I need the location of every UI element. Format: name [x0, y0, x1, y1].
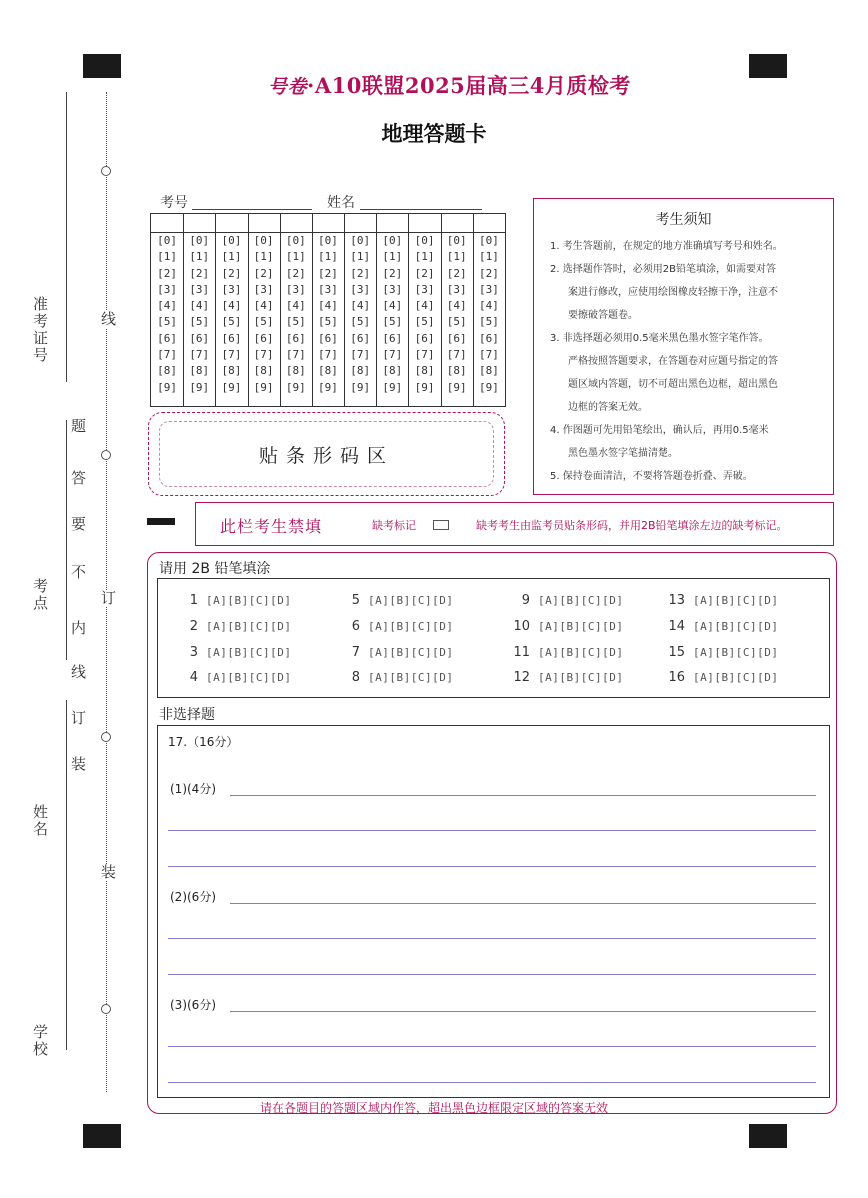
xian-label: 线 — [99, 311, 117, 328]
digit-bubble[interactable]: [7] — [221, 348, 242, 362]
digit-bubble[interactable]: [1] — [285, 250, 306, 264]
binding-hole — [101, 732, 111, 742]
digit-bubble[interactable]: [6] — [350, 331, 371, 345]
mc-question-number: 5 — [351, 593, 360, 608]
exam-site-label: 考点 — [31, 578, 49, 612]
digit-bubble[interactable]: [8] — [285, 364, 306, 378]
digit-bubble[interactable]: [9] — [318, 380, 338, 394]
mc-section-label: 请用 2B 铅笔填涂 — [159, 561, 271, 577]
mc-question-number: 8 — [351, 670, 360, 685]
exam-no-digit-column — [183, 214, 216, 406]
digit-bubble[interactable]: [3] — [253, 282, 274, 296]
digit-bubble[interactable]: [7] — [157, 348, 178, 362]
warning-char: 内 — [69, 620, 87, 637]
instruction-line: 1. 考生答题前，在规定的地方准确填写考号和姓名。 — [550, 241, 783, 252]
warning-char: 订 — [69, 710, 87, 727]
mc-question-number: 2 — [189, 619, 198, 634]
digit-bubble[interactable]: [4] — [414, 299, 435, 313]
digit-bubble[interactable]: [4] — [318, 299, 338, 313]
digit-write-cell[interactable] — [344, 214, 376, 233]
digit-bubble[interactable]: [1] — [382, 250, 403, 264]
digit-bubble[interactable]: [5] — [189, 315, 210, 329]
mc-question-item[interactable] — [176, 670, 291, 685]
digit-bubble[interactable]: [5] — [157, 315, 178, 329]
instruction-line: 案进行修改，应使用绘图橡皮轻擦干净，注意不 — [568, 287, 778, 298]
site-line — [66, 420, 67, 660]
mc-option-bubbles[interactable]: [A][B][C][D] — [693, 594, 779, 607]
digit-bubble[interactable]: [7] — [478, 348, 499, 362]
mc-question-number: 6 — [351, 619, 360, 634]
mc-question-number: 14 — [668, 619, 685, 634]
part-2-label: (2)(6分) — [170, 890, 216, 904]
mc-question-number: 13 — [668, 593, 685, 608]
mc-question-item[interactable] — [338, 619, 453, 634]
digit-bubble[interactable]: [1] — [189, 250, 210, 264]
binding-hole — [101, 1004, 111, 1014]
warning-char: 答 — [69, 470, 87, 487]
digit-write-cell[interactable] — [408, 214, 440, 233]
mc-answer-box — [157, 578, 830, 698]
alignment-marker — [749, 1124, 787, 1148]
digit-bubble[interactable]: [3] — [446, 282, 467, 296]
non-choice-answer-box — [157, 725, 830, 1098]
mc-option-bubbles[interactable]: [A][B][C][D] — [368, 671, 454, 684]
name-label: 姓名 — [31, 804, 49, 838]
digit-write-cell[interactable] — [441, 214, 473, 233]
digit-bubble[interactable]: [8] — [157, 364, 178, 378]
instruction-line: 2. 选择题作答时，必须用2B铅笔填涂，如需要对答 — [550, 264, 776, 275]
digit-write-cell[interactable] — [312, 214, 344, 233]
barcode-label: 贴条形码区 — [159, 421, 494, 487]
digit-bubble[interactable]: [9] — [285, 380, 306, 394]
digit-bubble[interactable]: [1] — [157, 250, 178, 264]
digit-bubble[interactable]: [2] — [285, 266, 306, 280]
digit-bubble[interactable]: [9] — [382, 380, 403, 394]
mc-question-item[interactable] — [176, 645, 291, 660]
warning-char: 不 — [69, 564, 87, 581]
mc-question-item[interactable] — [508, 670, 623, 685]
exam-no-digit-column — [376, 214, 409, 406]
digit-bubble[interactable]: [3] — [318, 282, 338, 296]
digit-bubble[interactable]: [8] — [382, 364, 403, 378]
digit-bubble[interactable]: [0] — [414, 234, 435, 247]
digit-write-cell[interactable] — [473, 214, 505, 233]
mc-option-bubbles[interactable]: [A][B][C][D] — [538, 671, 624, 684]
exam-no-digit-column — [441, 214, 474, 406]
digit-bubble[interactable]: [1] — [253, 250, 274, 264]
digit-bubble[interactable]: [9] — [414, 380, 435, 394]
mc-option-bubbles[interactable]: [A][B][C][D] — [693, 646, 779, 659]
digit-bubble[interactable]: [9] — [478, 380, 499, 394]
digit-bubble[interactable]: [5] — [221, 315, 242, 329]
digit-bubble[interactable]: [8] — [446, 364, 467, 378]
mc-question-item[interactable] — [663, 593, 778, 608]
non-choice-section-label: 非选择题 — [159, 707, 215, 723]
warning-char: 装 — [69, 756, 87, 773]
instruction-line: 黑色墨水签字笔描清楚。 — [568, 448, 678, 459]
digit-bubble[interactable]: [5] — [414, 315, 435, 329]
instruction-line: 要擦破答题卷。 — [568, 310, 638, 321]
name-line — [66, 700, 67, 1050]
digit-bubble[interactable]: [0] — [189, 234, 210, 247]
digit-bubble[interactable]: [0] — [221, 234, 242, 247]
digit-bubble[interactable]: [8] — [253, 364, 274, 378]
exam-no-bubble-grid — [150, 213, 506, 407]
answer-line[interactable] — [230, 795, 816, 796]
mc-question-item[interactable] — [663, 645, 778, 660]
answer-line[interactable] — [230, 903, 816, 904]
digit-bubble[interactable]: [2] — [253, 266, 274, 280]
mc-question-number: 3 — [189, 645, 198, 660]
digit-bubble[interactable]: [2] — [350, 266, 371, 280]
school-label: 学校 — [31, 1024, 49, 1058]
digit-bubble[interactable]: [5] — [350, 315, 371, 329]
digit-bubble[interactable]: [1] — [446, 250, 467, 264]
digit-write-cell[interactable] — [376, 214, 408, 233]
mc-question-item[interactable] — [176, 619, 291, 634]
answer-line[interactable] — [168, 830, 816, 831]
part-1-label: (1)(4分) — [170, 782, 216, 796]
instruction-line: 5. 保持卷面清洁，不要将答题卷折叠、弄破。 — [550, 471, 753, 482]
digit-write-cell[interactable] — [151, 214, 183, 233]
mc-question-number: 15 — [668, 645, 685, 660]
mc-question-number: 4 — [189, 670, 198, 685]
instruction-line: 严格按照答题要求，在答题卷对应题号指定的答 — [568, 356, 778, 367]
digit-bubble[interactable]: [9] — [446, 380, 467, 394]
digit-bubble[interactable]: [6] — [382, 331, 403, 345]
title-text: ·A10联盟2025届高三4月质检考 — [307, 73, 631, 98]
mc-option-bubbles[interactable]: [A][B][C][D] — [538, 594, 624, 607]
answer-line[interactable] — [168, 938, 816, 939]
exam-no-digit-column — [344, 214, 377, 406]
digit-write-cell[interactable] — [280, 214, 312, 233]
digit-bubble[interactable]: [3] — [478, 282, 499, 296]
exam-no-digit-column — [280, 214, 313, 406]
digit-bubble[interactable]: [8] — [478, 364, 499, 378]
binding-hole — [101, 166, 111, 176]
mc-option-bubbles[interactable]: [A][B][C][D] — [206, 620, 292, 633]
mc-question-item[interactable] — [663, 619, 778, 634]
staff-only-panel — [195, 502, 834, 546]
absent-mark-label: 缺考标记 — [372, 519, 416, 532]
mc-question-number: 11 — [513, 645, 530, 660]
digit-bubble[interactable]: [2] — [318, 266, 338, 280]
digit-bubble[interactable]: [2] — [446, 266, 467, 280]
digit-bubble[interactable]: [4] — [478, 299, 499, 313]
mc-question-number: 9 — [521, 593, 530, 608]
absent-mark-bubble[interactable] — [433, 520, 449, 530]
digit-bubble[interactable]: [5] — [253, 315, 274, 329]
mc-option-bubbles[interactable]: [A][B][C][D] — [693, 671, 779, 684]
page-title: 地理答题卡 — [381, 121, 487, 146]
part-3-label: (3)(6分) — [170, 998, 216, 1012]
footer-note: 请在各题目的答题区域内作答，超出黑色边框限定区域的答案无效 — [259, 1101, 608, 1115]
mc-question-item[interactable] — [508, 619, 623, 634]
digit-bubble[interactable]: [3] — [350, 282, 371, 296]
digit-bubble[interactable]: [6] — [285, 331, 306, 345]
digit-bubble[interactable]: [8] — [318, 364, 338, 378]
mc-option-bubbles[interactable]: [A][B][C][D] — [368, 646, 454, 659]
digit-bubble[interactable]: [2] — [157, 266, 178, 280]
digit-bubble[interactable]: [2] — [382, 266, 403, 280]
digit-bubble[interactable]: [7] — [189, 348, 210, 362]
digit-bubble[interactable]: [0] — [285, 234, 306, 247]
digit-write-cell[interactable] — [248, 214, 280, 233]
exam-no-digit-column — [248, 214, 281, 406]
digit-bubble[interactable]: [7] — [414, 348, 435, 362]
digit-bubble[interactable]: [0] — [318, 234, 338, 247]
alignment-marker — [749, 54, 787, 78]
mc-question-number: 16 — [668, 670, 685, 685]
digit-bubble[interactable]: [9] — [189, 380, 210, 394]
barcode-area — [148, 412, 505, 496]
mc-option-bubbles[interactable]: [A][B][C][D] — [538, 646, 624, 659]
digit-bubble[interactable]: [6] — [253, 331, 274, 345]
mc-option-bubbles[interactable]: [A][B][C][D] — [368, 620, 454, 633]
alignment-marker — [83, 1124, 121, 1148]
mc-option-bubbles[interactable]: [A][B][C][D] — [206, 671, 292, 684]
digit-bubble[interactable]: [4] — [350, 299, 371, 313]
digit-bubble[interactable]: [2] — [221, 266, 242, 280]
absent-instruction: 缺考考生由监考员贴条形码，并用2B铅笔填涂左边的缺考标记。 — [476, 519, 788, 532]
digit-bubble[interactable]: [6] — [318, 331, 338, 345]
exam-no-digit-column — [473, 214, 505, 406]
mc-question-item[interactable] — [508, 593, 623, 608]
instruction-line: 3. 非选择题必须用0.5毫米黑色墨水签字笔作答。 — [550, 333, 769, 344]
warning-char: 题 — [69, 418, 87, 435]
digit-bubble[interactable]: [4] — [189, 299, 210, 313]
question-17-label: 17.（16分） — [168, 735, 239, 749]
digit-bubble[interactable]: [9] — [157, 380, 178, 394]
brand-logo: 号卷 — [268, 76, 308, 98]
digit-bubble[interactable]: [8] — [189, 364, 210, 378]
digit-bubble[interactable]: [0] — [253, 234, 274, 247]
instructions-title: 考生须知 — [655, 212, 712, 228]
zhuang-label: 装 — [99, 864, 117, 881]
digit-bubble[interactable]: [8] — [414, 364, 435, 378]
digit-bubble[interactable]: [4] — [157, 299, 178, 313]
exam-no-digit-column — [215, 214, 248, 406]
digit-bubble[interactable]: [5] — [382, 315, 403, 329]
mc-question-number: 1 — [189, 593, 198, 608]
ticket-line — [66, 92, 67, 382]
mc-option-bubbles[interactable]: [A][B][C][D] — [206, 646, 292, 659]
digit-bubble[interactable]: [5] — [478, 315, 499, 329]
digit-bubble[interactable]: [5] — [446, 315, 467, 329]
digit-bubble[interactable]: [9] — [221, 380, 242, 394]
digit-bubble[interactable]: [6] — [478, 331, 499, 345]
mc-question-item[interactable] — [663, 670, 778, 685]
binding-hole — [101, 450, 111, 460]
warning-char: 要 — [69, 516, 87, 533]
answer-line[interactable] — [168, 866, 816, 867]
digit-bubble[interactable]: [6] — [157, 331, 178, 345]
digit-bubble[interactable]: [3] — [382, 282, 403, 296]
digit-bubble[interactable]: [4] — [253, 299, 274, 313]
timing-mark — [147, 518, 175, 525]
mc-question-item[interactable] — [338, 645, 453, 660]
digit-write-cell[interactable] — [215, 214, 247, 233]
staff-only-title: 此栏考生禁填 — [220, 517, 323, 536]
digit-bubble[interactable]: [4] — [221, 299, 242, 313]
digit-bubble[interactable]: [5] — [285, 315, 306, 329]
digit-bubble[interactable]: [1] — [478, 250, 499, 264]
digit-bubble[interactable]: [7] — [382, 348, 403, 362]
digit-bubble[interactable]: [7] — [253, 348, 274, 362]
mc-option-bubbles[interactable]: [A][B][C][D] — [693, 620, 779, 633]
digit-bubble[interactable]: [8] — [350, 364, 371, 378]
answer-line[interactable] — [168, 974, 816, 975]
exam-no-field[interactable] — [192, 209, 312, 210]
answer-line[interactable] — [168, 1046, 816, 1047]
answer-line[interactable] — [168, 1082, 816, 1083]
mc-question-number: 12 — [513, 670, 530, 685]
mc-question-item[interactable] — [508, 645, 623, 660]
digit-bubble[interactable]: [3] — [285, 282, 306, 296]
digit-bubble[interactable]: [7] — [446, 348, 467, 362]
mc-question-item[interactable] — [338, 593, 453, 608]
instructions-panel — [533, 198, 834, 495]
candidate-name-label: 姓名 — [327, 195, 355, 211]
digit-bubble[interactable]: [2] — [478, 266, 499, 280]
digit-bubble[interactable]: [9] — [350, 380, 371, 394]
digit-bubble[interactable]: [8] — [221, 364, 242, 378]
digit-bubble[interactable]: [0] — [350, 234, 371, 247]
digit-bubble[interactable]: [4] — [446, 299, 467, 313]
instruction-line: 边框的答案无效。 — [568, 402, 648, 413]
digit-bubble[interactable]: [2] — [414, 266, 435, 280]
digit-bubble[interactable]: [2] — [189, 266, 210, 280]
exam-no-digit-column — [151, 214, 184, 406]
candidate-name-field[interactable] — [360, 209, 482, 210]
instruction-line: 题区域内答题，切不可超出黑色边框，超出黑色 — [568, 379, 778, 390]
warning-char: 线 — [69, 664, 87, 681]
digit-bubble[interactable]: [5] — [318, 315, 338, 329]
exam-title — [268, 70, 631, 100]
alignment-marker — [83, 54, 121, 78]
digit-bubble[interactable]: [6] — [446, 331, 467, 345]
digit-bubble[interactable]: [7] — [318, 348, 338, 362]
answer-line[interactable] — [230, 1011, 816, 1012]
ticket-no-label: 准考证号 — [31, 296, 49, 364]
digit-bubble[interactable]: [0] — [157, 234, 178, 247]
digit-bubble[interactable]: [3] — [157, 282, 178, 296]
digit-write-cell[interactable] — [183, 214, 215, 233]
exam-no-digit-column — [312, 214, 345, 406]
digit-bubble[interactable]: [3] — [414, 282, 435, 296]
mc-option-bubbles[interactable]: [A][B][C][D] — [206, 594, 292, 607]
ding-label: 订 — [99, 590, 117, 607]
mc-question-item[interactable] — [338, 670, 453, 685]
digit-bubble[interactable]: [4] — [382, 299, 403, 313]
exam-no-digit-column — [408, 214, 441, 406]
digit-bubble[interactable]: [3] — [189, 282, 210, 296]
digit-bubble[interactable]: [1] — [318, 250, 338, 264]
mc-question-number: 10 — [513, 619, 530, 634]
digit-bubble[interactable]: [1] — [221, 250, 242, 264]
mc-question-item[interactable] — [176, 593, 291, 608]
digit-bubble[interactable]: [1] — [350, 250, 371, 264]
mc-option-bubbles[interactable]: [A][B][C][D] — [538, 620, 624, 633]
digit-bubble[interactable]: [6] — [189, 331, 210, 345]
digit-bubble[interactable]: [3] — [221, 282, 242, 296]
digit-bubble[interactable]: [1] — [414, 250, 435, 264]
digit-bubble[interactable]: [9] — [253, 380, 274, 394]
digit-bubble[interactable]: [0] — [446, 234, 467, 247]
mc-question-number: 7 — [351, 645, 360, 660]
digit-bubble[interactable]: [0] — [382, 234, 403, 247]
digit-bubble[interactable]: [7] — [350, 348, 371, 362]
exam-no-label: 考号 — [160, 195, 188, 211]
digit-bubble[interactable]: [6] — [414, 331, 435, 345]
digit-bubble[interactable]: [4] — [285, 299, 306, 313]
digit-bubble[interactable]: [7] — [285, 348, 306, 362]
instruction-line: 4. 作图题可先用铅笔绘出，确认后，再用0.5毫米 — [550, 425, 769, 436]
mc-option-bubbles[interactable]: [A][B][C][D] — [368, 594, 454, 607]
digit-bubble[interactable]: [6] — [221, 331, 242, 345]
digit-bubble[interactable]: [0] — [478, 234, 499, 247]
